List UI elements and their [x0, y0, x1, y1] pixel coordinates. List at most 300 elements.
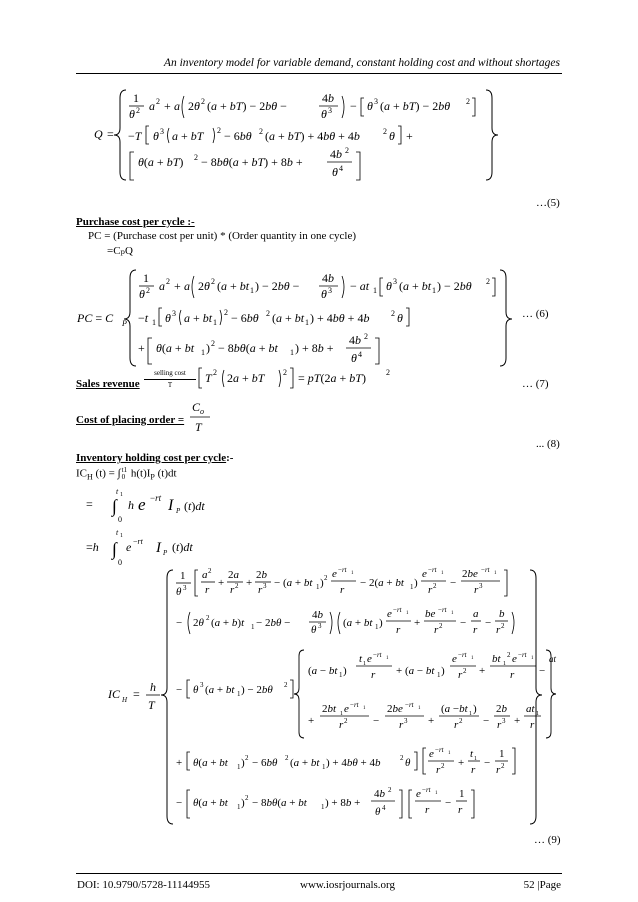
svg-text:a: a [159, 279, 165, 293]
svg-text:θ(a + bt: θ(a + bt [193, 757, 228, 769]
svg-text:T: T [195, 420, 202, 434]
svg-text:1: 1 [451, 611, 454, 616]
svg-text:+: + [479, 665, 486, 677]
svg-text:θ: θ [139, 287, 145, 301]
svg-text:2: 2 [441, 762, 445, 770]
svg-text:−rt: −rt [150, 493, 162, 503]
svg-text:3: 3 [263, 582, 267, 590]
svg-text:θ: θ [397, 311, 403, 325]
svg-text:3: 3 [404, 717, 408, 725]
svg-text:) − 2bθ −: ) − 2bθ − [255, 279, 300, 293]
svg-text:−: − [445, 797, 452, 809]
equation-6 [60, 262, 560, 368]
svg-text:r: r [474, 584, 479, 596]
equation-number-5: …(5) [536, 197, 560, 209]
svg-text:θ: θ [386, 279, 392, 293]
svg-text:1: 1 [237, 803, 241, 811]
svg-text:(a + bT) − 2bθ −: (a + bT) − 2bθ − [207, 99, 287, 113]
svg-text:e: e [387, 608, 392, 620]
svg-text:3: 3 [393, 277, 397, 286]
svg-text:r: r [425, 804, 430, 816]
svg-text:−rt: −rt [481, 566, 490, 574]
svg-text:2: 2 [208, 567, 212, 575]
svg-text:(a + bt: (a + bt [217, 279, 250, 293]
svg-text:o: o [200, 407, 204, 416]
svg-text:1: 1 [499, 748, 505, 760]
svg-text:) + 8b +: ) + 8b + [325, 797, 361, 809]
svg-text:1: 1 [351, 571, 354, 576]
svg-text:1: 1 [437, 671, 441, 679]
equation-9 [60, 566, 560, 830]
svg-text:2a + bT: 2a + bT [227, 371, 265, 385]
svg-text:θ: θ [176, 586, 182, 598]
svg-text:3: 3 [502, 717, 506, 725]
sales-revenue-label: Sales revenue [76, 378, 140, 390]
svg-text:P: P [122, 319, 127, 328]
holding-def-integrand-sub: P [150, 472, 155, 482]
svg-text:r: r [454, 719, 459, 731]
svg-text:1: 1 [340, 711, 343, 717]
svg-text:− 2(a + bt: − 2(a + bt [360, 577, 404, 589]
svg-text:1: 1 [339, 671, 343, 679]
svg-text:r: r [230, 584, 235, 596]
equation-number-6: … (6) [522, 308, 549, 320]
svg-text:(a + bT) − 2bθ: (a + bT) − 2bθ [380, 99, 451, 113]
svg-text:4b: 4b [330, 147, 342, 161]
svg-text:a: a [149, 99, 155, 113]
svg-text:2: 2 [400, 754, 404, 762]
svg-text:(a + bt: (a + bt [290, 757, 320, 769]
svg-text:−T: −T [128, 129, 142, 143]
footer-website: www.iosrjournals.org [300, 879, 396, 891]
svg-text:−rt: −rt [435, 746, 444, 754]
svg-text:r: r [205, 584, 210, 596]
svg-text:2: 2 [466, 97, 470, 106]
svg-text:2θ: 2θ [198, 279, 210, 293]
svg-text:+: + [414, 617, 421, 629]
holding-def-integrand-end: (t)dt [154, 467, 177, 480]
svg-text:+: + [246, 577, 253, 589]
svg-text:2: 2 [324, 574, 328, 582]
svg-text:a + bT: a + bT [172, 129, 204, 143]
svg-text:−rt: −rt [428, 566, 437, 574]
svg-text:θ: θ [367, 99, 373, 113]
purchase-cost-heading: Purchase cost per cycle :- [76, 216, 195, 228]
svg-text:2: 2 [211, 339, 215, 348]
svg-text:1: 1 [133, 91, 139, 105]
svg-text:−: − [539, 665, 546, 677]
svg-text:4b: 4b [312, 609, 323, 621]
svg-text:1: 1 [363, 706, 366, 711]
holding-def-sub: H [87, 472, 93, 482]
svg-text:1: 1 [373, 286, 377, 295]
svg-text:(a + bt: (a + bt [272, 311, 305, 325]
svg-text:− 2bθ −: − 2bθ − [256, 617, 291, 629]
svg-text:2bt: 2bt [322, 703, 337, 715]
holding-def-lower-limit: 0 [121, 473, 126, 481]
svg-text:2be: 2be [387, 703, 403, 715]
svg-text:2: 2 [439, 622, 443, 630]
svg-text:2: 2 [217, 126, 221, 135]
svg-text:1: 1 [494, 571, 497, 576]
svg-text:3: 3 [160, 127, 164, 136]
svg-text:2θ: 2θ [188, 99, 200, 113]
svg-text:t: t [116, 528, 119, 537]
holding-integral-1 [76, 482, 276, 526]
svg-text:at: at [526, 703, 535, 715]
svg-text:−: − [176, 617, 183, 629]
svg-text:θ(a + bT): θ(a + bT) [138, 155, 184, 169]
svg-text:−rt: −rt [350, 701, 359, 709]
svg-text:a: a [473, 608, 479, 620]
svg-text:r: r [396, 624, 401, 636]
svg-text:−rt: −rt [438, 606, 447, 614]
svg-text:1: 1 [536, 711, 539, 717]
equation-5 [60, 84, 600, 184]
svg-text:) + 4bθ + 4b: ) + 4bθ + 4b [310, 311, 370, 325]
svg-text:2: 2 [136, 106, 140, 115]
svg-text:): ) [241, 757, 245, 769]
svg-text:2: 2 [284, 681, 288, 689]
svg-text:e: e [416, 788, 421, 800]
svg-text:2: 2 [235, 582, 239, 590]
svg-text:r: r [496, 764, 501, 776]
svg-text:1: 1 [503, 661, 506, 667]
holding-cost-definition [76, 467, 177, 482]
svg-text:1: 1 [441, 571, 444, 576]
svg-text:2: 2 [345, 146, 349, 155]
svg-text:−t: −t [138, 311, 149, 325]
holding-def-limits [122, 467, 127, 481]
svg-text:) − 2bθ: ) − 2bθ [241, 684, 273, 696]
svg-text:−rt: −rt [373, 651, 382, 659]
svg-text:): ) [441, 665, 445, 677]
equation-7 [196, 364, 396, 392]
svg-text:) − 2bθ: ) − 2bθ [437, 279, 472, 293]
svg-text:) + 4bθ + 4b: ) + 4bθ + 4b [326, 757, 381, 769]
svg-text:IC: IC [108, 687, 120, 701]
svg-text:1: 1 [290, 348, 294, 357]
svg-text:e: e [138, 495, 146, 514]
purchase-cost-definition: PC = (Purchase cost per unit) * (Order quantity in one cycle) [88, 230, 356, 242]
svg-text:2: 2 [507, 651, 511, 659]
svg-text:−: − [176, 684, 183, 696]
svg-text:b: b [499, 608, 505, 620]
svg-text:2θ: 2θ [193, 617, 204, 629]
svg-text:2: 2 [364, 332, 368, 341]
svg-text:1: 1 [201, 348, 205, 357]
svg-text:): ) [206, 341, 210, 355]
svg-text:2: 2 [459, 717, 463, 725]
svg-text:3: 3 [200, 681, 204, 689]
svg-text:r: r [530, 719, 535, 731]
svg-text:1: 1 [120, 533, 123, 539]
running-header: An inventory model for variable demand, constant holding cost and without shortages [163, 57, 560, 69]
svg-text:r: r [510, 669, 515, 681]
svg-text:θ: θ [351, 351, 357, 365]
svg-text:(t)dt: (t)dt [172, 540, 193, 554]
svg-text:1: 1 [305, 318, 309, 327]
svg-text:(a + b)t: (a + b)t [211, 617, 245, 629]
svg-text:2: 2 [463, 667, 467, 675]
svg-text:2: 2 [501, 622, 505, 630]
svg-text:(a + bt: (a + bt [399, 279, 432, 293]
svg-text:1: 1 [386, 656, 389, 661]
svg-text:2: 2 [285, 754, 289, 762]
svg-text:(a + bt: (a + bt [205, 684, 235, 696]
holding-cost-heading: Inventory holding cost per cycle [76, 452, 227, 464]
svg-text:2: 2 [146, 286, 150, 295]
svg-text:2: 2 [486, 277, 490, 286]
svg-text:1: 1 [152, 318, 156, 327]
svg-text:2: 2 [383, 127, 387, 136]
svg-text:): ) [241, 797, 245, 809]
svg-text:1: 1 [469, 711, 472, 717]
svg-text:1: 1 [213, 318, 217, 327]
svg-text:T: T [205, 371, 212, 385]
svg-text:3: 3 [328, 286, 332, 295]
equation-number-9: … (9) [534, 834, 561, 846]
svg-text:= pT(2a + bT): = pT(2a + bT) [298, 371, 366, 385]
svg-text:4b: 4b [349, 333, 361, 347]
svg-text:+: + [138, 341, 145, 355]
holding-cost-heading-suffix: :- [226, 452, 234, 464]
svg-text:−: − [485, 617, 492, 629]
svg-text:h: h [128, 498, 134, 512]
svg-text:θ: θ [165, 311, 171, 325]
svg-text:− at: − at [350, 279, 370, 293]
svg-text:4: 4 [382, 804, 386, 812]
svg-text:a: a [202, 569, 208, 581]
svg-text:(a + bT) + 4bθ + 4b: (a + bT) + 4bθ + 4b [265, 129, 360, 143]
svg-text:P: P [163, 549, 168, 557]
svg-text:− 6bθ: − 6bθ [252, 757, 278, 769]
svg-text:0: 0 [118, 558, 122, 567]
svg-text:θ: θ [193, 684, 199, 696]
svg-text:r: r [471, 764, 476, 776]
svg-text:θ(a + bt: θ(a + bt [193, 797, 228, 809]
svg-text:r: r [371, 669, 376, 681]
svg-text:1: 1 [375, 623, 379, 631]
holding-def-rest: (t) = ∫ [92, 467, 121, 480]
svg-text:t: t [359, 653, 363, 665]
svg-text:1: 1 [316, 583, 320, 591]
svg-text:+: + [458, 757, 465, 769]
svg-text:1: 1 [237, 763, 241, 771]
svg-text:a: a [174, 99, 180, 113]
svg-text:1: 1 [120, 492, 123, 498]
svg-text:1: 1 [251, 623, 255, 631]
svg-text:1: 1 [448, 751, 451, 756]
svg-text:−: − [350, 99, 357, 113]
svg-text:−rt: −rt [422, 786, 431, 794]
svg-text:1: 1 [406, 611, 409, 616]
svg-text:2: 2 [211, 277, 215, 286]
svg-text:a: a [184, 279, 190, 293]
svg-text:r: r [436, 764, 441, 776]
svg-text:∫: ∫ [112, 496, 117, 516]
svg-text:I: I [168, 497, 174, 514]
svg-text:be: be [425, 608, 436, 620]
svg-text:e: e [452, 653, 457, 665]
svg-text:r: r [258, 584, 263, 596]
svg-text:e: e [126, 540, 132, 554]
svg-text:4b: 4b [322, 271, 334, 285]
svg-text:at: at [549, 654, 557, 664]
svg-text:r: r [340, 584, 345, 596]
svg-text:H: H [122, 696, 128, 704]
sales-fraction-numerator: selling cost [154, 369, 186, 377]
svg-text:− 8bθ(a + bt: − 8bθ(a + bt [252, 797, 307, 809]
svg-text:1: 1 [435, 791, 438, 796]
svg-text:θ: θ [153, 129, 159, 143]
svg-text:): ) [379, 617, 383, 629]
svg-text:−rt: −rt [393, 606, 402, 614]
svg-text:t: t [116, 487, 119, 496]
svg-text:C: C [192, 400, 201, 414]
svg-text:r: r [399, 719, 404, 731]
sales-fraction-denominator: T [167, 381, 173, 389]
svg-text:2a: 2a [228, 569, 239, 581]
svg-text:−: − [450, 577, 457, 589]
svg-text:θ: θ [129, 107, 135, 121]
svg-text:(a − bt: (a − bt [308, 665, 338, 677]
svg-text:θ: θ [405, 757, 411, 769]
svg-text:4b: 4b [374, 788, 385, 800]
svg-text:1: 1 [180, 570, 186, 582]
svg-text:r: r [458, 804, 463, 816]
holding-def-integrand: h(t)I [128, 467, 151, 480]
svg-text:Q: Q [94, 127, 103, 141]
svg-text:1: 1 [410, 583, 414, 591]
svg-text:3: 3 [318, 622, 322, 630]
svg-text:− 8bθ(a + bt: − 8bθ(a + bt [218, 341, 278, 355]
svg-text:2b: 2b [496, 703, 507, 715]
svg-text:+: + [406, 129, 413, 143]
svg-text:2: 2 [166, 277, 170, 286]
svg-text:e: e [367, 653, 372, 665]
svg-text:2: 2 [283, 368, 287, 377]
svg-text:2: 2 [388, 786, 392, 794]
svg-text:e: e [512, 653, 517, 665]
svg-text:θ: θ [332, 165, 338, 179]
svg-text:−rt: −rt [405, 701, 414, 709]
svg-text:) + 8b +: ) + 8b + [295, 341, 334, 355]
svg-text:2: 2 [391, 309, 395, 318]
svg-text:2: 2 [344, 717, 348, 725]
svg-text:): ) [414, 577, 418, 589]
svg-text:r: r [497, 719, 502, 731]
svg-text:0: 0 [118, 515, 122, 524]
svg-text:−rt: −rt [458, 651, 467, 659]
svg-text:1: 1 [531, 656, 534, 661]
svg-text:θ: θ [375, 806, 381, 818]
svg-text:t: t [470, 748, 474, 760]
svg-text:1: 1 [321, 803, 325, 811]
ordering-cost-label: Cost of placing order = [76, 414, 185, 426]
svg-text:): ) [343, 665, 347, 677]
svg-text:+: + [164, 99, 171, 113]
svg-text:PC = C: PC = C [77, 311, 114, 325]
svg-text:−: − [483, 715, 490, 727]
svg-text:1: 1 [471, 656, 474, 661]
svg-text:3: 3 [374, 97, 378, 106]
svg-text:r: r [458, 669, 463, 681]
svg-text:2: 2 [156, 97, 160, 106]
svg-text:2: 2 [386, 368, 390, 377]
svg-text:bt: bt [492, 653, 501, 665]
svg-text:− (a + bt: − (a + bt [274, 577, 313, 589]
svg-text:−rt: −rt [133, 537, 143, 546]
svg-text:=h: =h [86, 540, 99, 554]
svg-text:e: e [344, 703, 349, 715]
svg-text:θ: θ [311, 624, 317, 636]
svg-text:2: 2 [201, 97, 205, 106]
svg-text:2: 2 [245, 754, 249, 762]
svg-text:4: 4 [339, 164, 343, 173]
svg-text:2: 2 [245, 794, 249, 802]
svg-text:θ(a + bt: θ(a + bt [156, 341, 195, 355]
svg-text:=: = [133, 687, 140, 701]
svg-text:a + bt: a + bt [184, 311, 213, 325]
svg-text:r: r [496, 624, 501, 636]
svg-text:− 6bθ: − 6bθ [224, 129, 252, 143]
svg-text:+: + [218, 577, 225, 589]
equation-number-8: ... (8) [536, 438, 560, 450]
sales-fraction-bar [144, 379, 196, 380]
svg-text:3: 3 [479, 582, 483, 590]
svg-text:2be: 2be [462, 568, 478, 580]
svg-text:(a −bt: (a −bt [441, 703, 468, 715]
svg-text:4b: 4b [322, 91, 334, 105]
svg-text:3: 3 [183, 584, 187, 592]
svg-text:− 6bθ: − 6bθ [231, 311, 259, 325]
svg-text:+: + [308, 715, 315, 727]
svg-text:P: P [176, 507, 181, 515]
svg-text:3: 3 [172, 309, 176, 318]
svg-text:2: 2 [194, 153, 198, 162]
svg-text:− 8bθ(a + bT) + 8b +: − 8bθ(a + bT) + 8b + [201, 155, 303, 169]
svg-text:2: 2 [224, 308, 228, 317]
svg-text:2: 2 [259, 127, 263, 136]
svg-text:1: 1 [418, 706, 421, 711]
svg-text:=: = [107, 127, 114, 141]
holding-cost-heading-row [76, 452, 233, 464]
svg-text:+ (a − bt: + (a − bt [396, 665, 435, 677]
svg-text:r: r [473, 624, 478, 636]
svg-text:+: + [174, 279, 181, 293]
svg-text:2: 2 [433, 582, 437, 590]
svg-text:1: 1 [143, 271, 149, 285]
svg-text:(t)dt: (t)dt [184, 499, 205, 513]
svg-text:1: 1 [322, 763, 326, 771]
svg-text:−: − [484, 757, 491, 769]
svg-text:−: − [176, 797, 183, 809]
svg-text:+: + [428, 715, 435, 727]
svg-text:r: r [339, 719, 344, 731]
svg-text:r: r [428, 584, 433, 596]
svg-text:+: + [514, 715, 521, 727]
svg-text:e: e [422, 568, 427, 580]
footer-rule [76, 873, 562, 874]
svg-text:1: 1 [459, 788, 465, 800]
svg-text:e: e [332, 568, 337, 580]
svg-text:4: 4 [358, 350, 362, 359]
svg-text:2b: 2b [256, 569, 267, 581]
svg-text:1: 1 [363, 661, 366, 667]
svg-text:2: 2 [501, 762, 505, 770]
svg-text:θ: θ [321, 287, 327, 301]
